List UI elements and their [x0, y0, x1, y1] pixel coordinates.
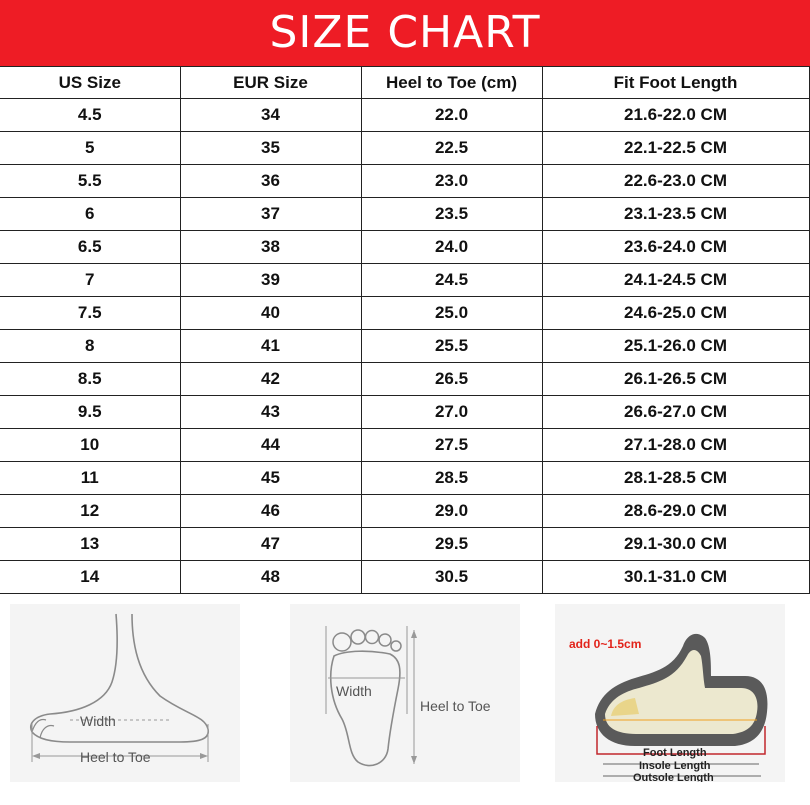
table-row — [0, 561, 809, 594]
table-row — [0, 495, 809, 528]
cell-us-size: 11 — [0, 462, 180, 495]
insole-length-label: Insole Length — [639, 760, 711, 772]
cell-fit-foot-length: 24.6-25.0 CM — [542, 297, 809, 330]
cell-us-size: 7 — [0, 264, 180, 297]
table-row — [0, 165, 809, 198]
cell-fit-foot-length: 22.6-23.0 CM — [542, 165, 809, 198]
header-eur-size: EUR Size — [180, 67, 361, 99]
cell-eur-size: 48 — [180, 561, 361, 594]
side-length-label: Heel to Toe — [80, 749, 151, 765]
add-allowance-label: add 0~1.5cm — [569, 637, 642, 651]
cell-heel-to-toe: 29.0 — [361, 495, 542, 528]
cell-heel-to-toe: 23.0 — [361, 165, 542, 198]
cell-fit-foot-length: 26.1-26.5 CM — [542, 363, 809, 396]
cell-heel-to-toe: 22.0 — [361, 99, 542, 132]
table-row — [0, 330, 809, 363]
table-row — [0, 363, 809, 396]
cell-eur-size: 34 — [180, 99, 361, 132]
cell-eur-size: 47 — [180, 528, 361, 561]
cell-fit-foot-length: 21.6-22.0 CM — [542, 99, 809, 132]
cell-us-size: 6 — [0, 198, 180, 231]
cell-heel-to-toe: 25.0 — [361, 297, 542, 330]
side-view-panel — [10, 604, 240, 782]
cell-fit-foot-length: 23.1-23.5 CM — [542, 198, 809, 231]
cell-heel-to-toe: 26.5 — [361, 363, 542, 396]
cell-heel-to-toe: 30.5 — [361, 561, 542, 594]
cell-heel-to-toe: 28.5 — [361, 462, 542, 495]
cell-eur-size: 45 — [180, 462, 361, 495]
cell-heel-to-toe: 29.5 — [361, 528, 542, 561]
cell-us-size: 12 — [0, 495, 180, 528]
cell-eur-size: 42 — [180, 363, 361, 396]
sole-length-label: Heel to Toe — [420, 698, 491, 714]
cell-us-size: 9.5 — [0, 396, 180, 429]
cell-eur-size: 38 — [180, 231, 361, 264]
table-row — [0, 528, 809, 561]
cell-fit-foot-length: 28.6-29.0 CM — [542, 495, 809, 528]
measurement-diagrams — [0, 596, 810, 805]
shoe-cross-section-icon — [555, 604, 785, 782]
cell-fit-foot-length: 28.1-28.5 CM — [542, 462, 809, 495]
cell-us-size: 5.5 — [0, 165, 180, 198]
side-view-foot-icon — [10, 604, 240, 782]
cell-eur-size: 40 — [180, 297, 361, 330]
table-row — [0, 132, 809, 165]
cell-us-size: 6.5 — [0, 231, 180, 264]
cell-us-size: 14 — [0, 561, 180, 594]
table-row — [0, 396, 809, 429]
table-row — [0, 297, 809, 330]
cell-fit-foot-length: 25.1-26.0 CM — [542, 330, 809, 363]
cell-eur-size: 41 — [180, 330, 361, 363]
cell-eur-size: 44 — [180, 429, 361, 462]
table-row — [0, 429, 809, 462]
cell-heel-to-toe: 25.5 — [361, 330, 542, 363]
cell-fit-foot-length: 23.6-24.0 CM — [542, 231, 809, 264]
shoe-view-panel — [555, 604, 785, 782]
cell-fit-foot-length: 24.1-24.5 CM — [542, 264, 809, 297]
cell-heel-to-toe: 27.0 — [361, 396, 542, 429]
cell-heel-to-toe: 24.5 — [361, 264, 542, 297]
cell-eur-size: 39 — [180, 264, 361, 297]
cell-us-size: 7.5 — [0, 297, 180, 330]
table-row — [0, 231, 809, 264]
cell-heel-to-toe: 23.5 — [361, 198, 542, 231]
cell-fit-foot-length: 30.1-31.0 CM — [542, 561, 809, 594]
cell-us-size: 13 — [0, 528, 180, 561]
table-row — [0, 462, 809, 495]
header-us-size: US Size — [0, 67, 180, 99]
side-width-label: Width — [80, 713, 116, 729]
page-title: SIZE CHART — [269, 7, 541, 58]
cell-us-size: 10 — [0, 429, 180, 462]
cell-eur-size: 37 — [180, 198, 361, 231]
cell-eur-size: 46 — [180, 495, 361, 528]
table-row — [0, 198, 809, 231]
title-banner — [0, 0, 810, 66]
outsole-length-label: Outsole Length — [633, 772, 714, 782]
header-heel-to-toe: Heel to Toe (cm) — [361, 67, 542, 99]
size-table — [0, 66, 810, 594]
cell-us-size: 8 — [0, 330, 180, 363]
cell-eur-size: 43 — [180, 396, 361, 429]
cell-fit-foot-length: 22.1-22.5 CM — [542, 132, 809, 165]
cell-us-size: 5 — [0, 132, 180, 165]
cell-heel-to-toe: 24.0 — [361, 231, 542, 264]
table-row — [0, 99, 809, 132]
cell-eur-size: 36 — [180, 165, 361, 198]
cell-fit-foot-length: 26.6-27.0 CM — [542, 396, 809, 429]
cell-us-size: 8.5 — [0, 363, 180, 396]
cell-eur-size: 35 — [180, 132, 361, 165]
table-row — [0, 264, 809, 297]
cell-heel-to-toe: 27.5 — [361, 429, 542, 462]
sole-width-label: Width — [336, 683, 372, 699]
table-header-row — [0, 67, 809, 99]
header-fit-foot-length: Fit Foot Length — [542, 67, 809, 99]
cell-fit-foot-length: 27.1-28.0 CM — [542, 429, 809, 462]
cell-fit-foot-length: 29.1-30.0 CM — [542, 528, 809, 561]
sole-view-panel — [290, 604, 520, 782]
cell-heel-to-toe: 22.5 — [361, 132, 542, 165]
cell-us-size: 4.5 — [0, 99, 180, 132]
sole-view-foot-icon — [290, 604, 520, 782]
foot-length-label: Foot Length — [643, 747, 707, 759]
